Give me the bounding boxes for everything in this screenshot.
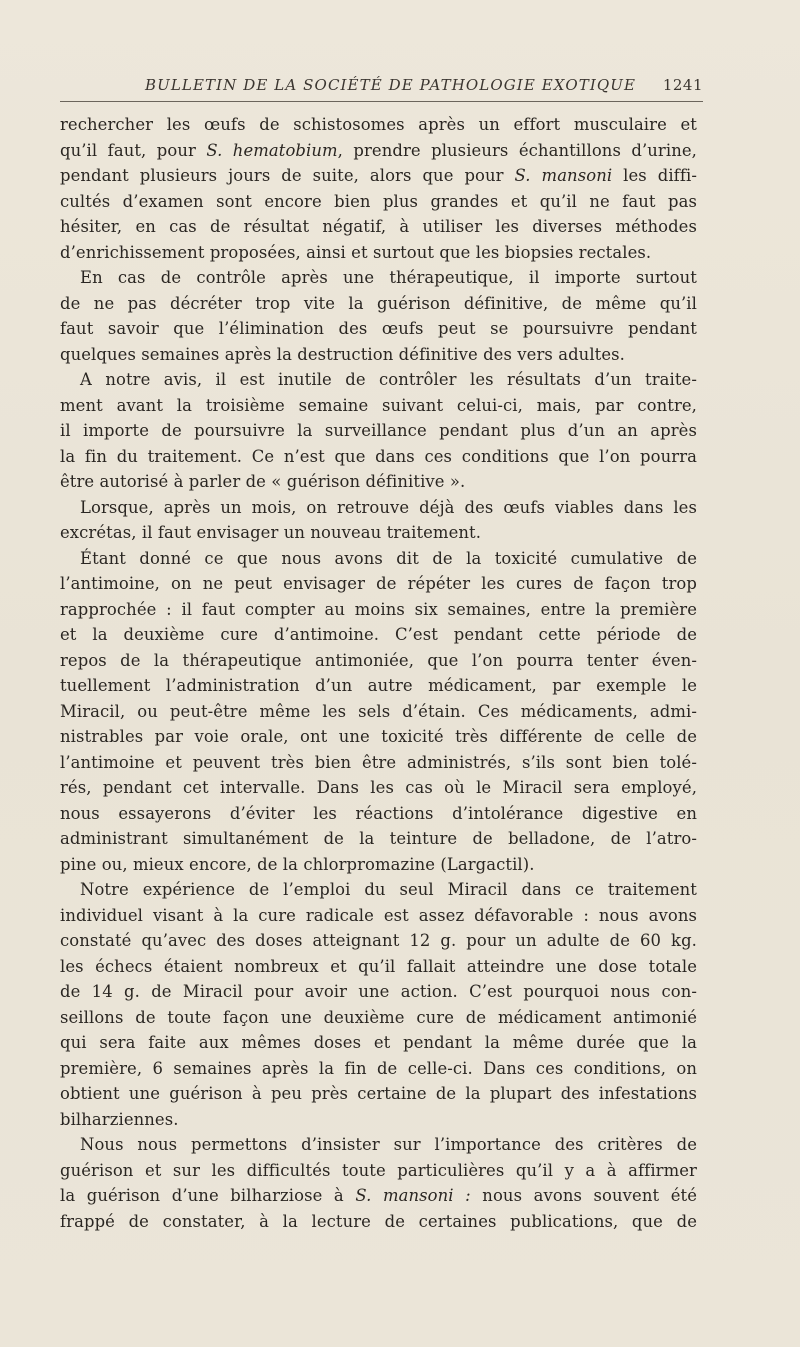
paragraph-line: rés, pendant cet intervalle. Dans les cas où le Miracil sera employé,	[60, 778, 697, 797]
paragraph-line: rapprochée : il faut compter au moins six semaines, entre la première	[60, 599, 697, 619]
running-title: BULLETIN DE LA SOCIÉTÉ DE PATHOLOGIE EXOTIQUE	[145, 76, 637, 94]
page-header	[60, 74, 703, 100]
paragraph-line: faut savoir que l’élimination des œufs peut se poursuivre pendant	[60, 319, 697, 338]
paragraph-line: la guérison d’une bilharziose à S. mansoni : nous avons souvent été	[60, 1186, 697, 1205]
paragraph-first-line: Nous nous permettons d’insister sur l’importance des critères de	[80, 1135, 697, 1154]
paragraph-line: l’antimoine, on ne peut envisager de répéter les cures de façon trop	[60, 574, 697, 593]
paragraph-line: seillons de toute façon une deuxième cure de médicament antimonié	[60, 1007, 697, 1027]
paragraph-first-line: Notre expérience de l’emploi du seul Miracil dans ce traitement	[80, 880, 697, 899]
paragraph-first-line: rechercher les œufs de schistosomes après un effort musculaire et	[60, 115, 697, 134]
paragraph-line: la fin du traitement. Ce n’est que dans ces conditions que l’on pourra	[60, 446, 697, 466]
paragraph-line: constaté qu’avec des doses atteignant 12 g. pour un adulte de 60 kg.	[60, 931, 697, 950]
italic-species-name: S. mansoni	[514, 166, 613, 185]
header-rule	[60, 101, 703, 102]
paragraph-line: pine ou, mieux encore, de la chlorpromazine (Largactil).	[60, 854, 535, 874]
paragraph-line: première, 6 semaines après la fin de celle-ci. Dans ces conditions, on	[60, 1058, 697, 1078]
paragraph-line: pendant plusieurs jours de suite, alors que pour S. mansoni les diffi-	[60, 166, 697, 185]
paragraph-line: tuellement l’administration d’un autre médicament, par exemple le	[60, 676, 697, 695]
paragraph-line: de ne pas décréter trop vite la guérison définitive, de même qu’il	[60, 293, 697, 313]
paragraph-line: administrant simultanément de la teinture de belladone, de l’atro-	[60, 829, 697, 848]
paragraph-line: individuel visant à la cure radicale est assez défavorable : nous avons	[60, 905, 697, 925]
paragraph-first-line: Lorsque, après un mois, on retrouve déjà des œufs viables dans les	[80, 497, 697, 517]
paragraph-line: cultés d’examen sont encore bien plus grandes et qu’il ne faut pas	[60, 191, 697, 211]
paragraph-line: de 14 g. de Miracil pour avoir une action. C’est pourquoi nous con-	[60, 982, 697, 1001]
paragraph-line: repos de la thérapeutique antimoniée, que l’on pourra tenter éven-	[60, 650, 697, 670]
paragraph-line: qui sera faite aux mêmes doses et pendant la même durée que la	[60, 1033, 697, 1052]
paragraph-first-line: A notre avis, il est inutile de contrôler les résultats d’un traite-	[80, 370, 697, 389]
italic-species-name: S. hematobium	[206, 140, 338, 160]
paragraph-line: nous essayerons d’éviter les réactions d’intolérance digestive en	[60, 803, 697, 823]
paragraph-line: qu’il faut, pour S. hematobium, prendre plusieurs échantillons d’urine,	[60, 140, 697, 160]
paragraph-line: frappé de constater, à la lecture de certaines publications, que de	[60, 1211, 697, 1231]
paragraph-line: d’enrichissement proposées, ainsi et surtout que les biopsies rectales.	[60, 242, 652, 262]
paragraph-line: les échecs étaient nombreux et qu’il fallait atteindre une dose totale	[60, 956, 697, 976]
paragraph-line: nistrables par voie orale, ont une toxicité très différente de celle de	[60, 727, 697, 746]
paragraph-line: quelques semaines après la destruction définitive des vers adultes.	[60, 344, 625, 364]
paragraph-line: hésiter, en cas de résultat négatif, à utiliser les diverses méthodes	[60, 217, 697, 236]
body-text	[60, 112, 697, 1234]
paragraph-line: Miracil, ou peut-être même les sels d’étain. Ces médicaments, admi-	[60, 701, 697, 721]
paragraph-line: excrétas, il faut envisager un nouveau traitement.	[60, 523, 482, 542]
paragraph-first-line: En cas de contrôle après une thérapeutique, il importe surtout	[80, 268, 697, 287]
paragraph-line: guérison et sur les difficultés toute particulières qu’il y a à affirmer	[60, 1160, 697, 1180]
paragraph-line: l’antimoine et peuvent très bien être administrés, s’ils sont bien tolé-	[60, 752, 697, 772]
paragraph-line: ment avant la troisième semaine suivant celui-ci, mais, par contre,	[60, 395, 697, 415]
italic-species-name: S. mansoni :	[355, 1186, 471, 1205]
paragraph-line: obtient une guérison à peu près certaine de la plupart des infestations	[60, 1084, 697, 1103]
paragraph-first-line: Étant donné ce que nous avons dit de la toxicité cumulative de	[80, 548, 697, 568]
paragraph-line: il importe de poursuivre la surveillance pendant plus d’un an après	[60, 421, 697, 440]
paragraph-line: être autorisé à parler de « guérison définitive ».	[60, 472, 466, 491]
page-number: 1241	[662, 76, 703, 94]
paragraph-line: bilharziennes.	[60, 1109, 179, 1129]
paragraph-line: et la deuxième cure d’antimoine. C’est pendant cette période de	[60, 625, 697, 644]
